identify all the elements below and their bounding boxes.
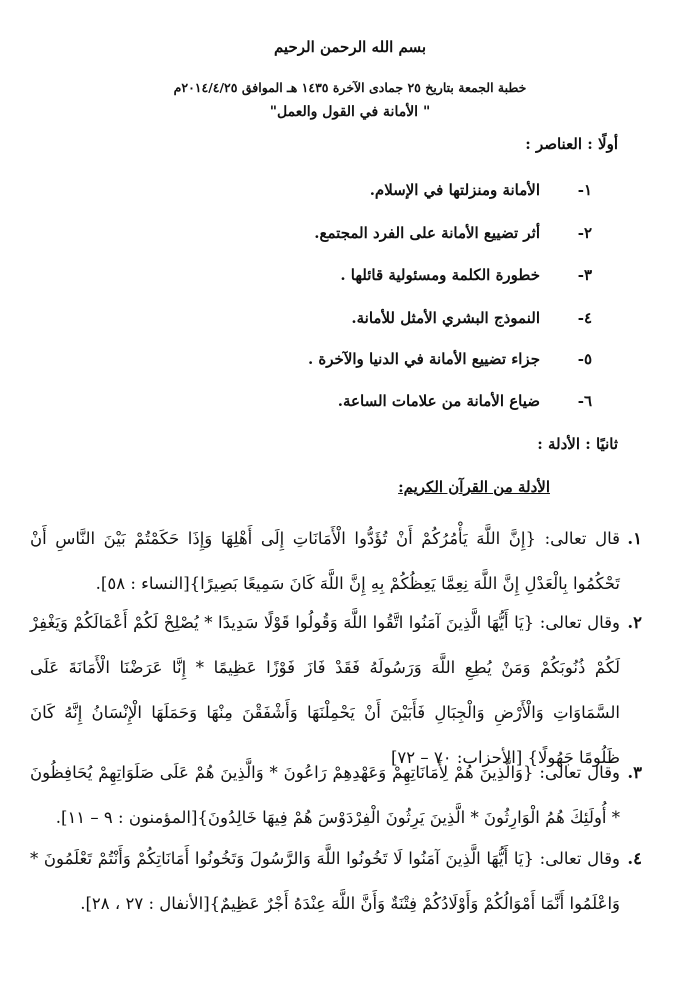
verse-number: ١. [627,529,642,548]
list-item-text: ضياع الأمانة من علامات الساعة. [337,392,540,410]
verse-number: ٣. [627,763,642,782]
list-item-number: ١- [577,181,592,199]
basmala: بسم الله الرحمن الرحيم [273,38,427,56]
verse-text: قال تعالى: {إِنَّ اللَّهَ يَأْمُرُكُمْ أَنْ تُؤَدُّوا الْأَمَانَاتِ إِلَى أَهْلِهَا وَإِذَا حَكَمْتُمْ بَيْنَ النَّاسِ أَنْ تَحْكُمُوا بِالْعَدْلِ إِنَّ اللَّهَ نِعِمَّا يَعِظُكُمْ بِهِ إِنَّ اللَّهَ كَانَ سَمِيعًا بَصِيرًا}[النساء : ٥٨]. [30,529,620,593]
list-item-text: النموذج البشري الأمثل للأمانة. [351,309,540,327]
list-item-number: ٢- [577,224,592,242]
list-item-text: خطورة الكلمة ومسئولية قائلها . [340,266,540,284]
list-item [307,350,592,368]
list-item [337,392,592,410]
list-item-number: ٥- [577,350,592,368]
list-item-text: جزاء تضييع الأمانة في الدنيا والآخرة . [307,350,540,368]
section-evidence-heading: ثانيًا : الأدلة : [537,435,618,453]
verse-paragraph [30,516,642,606]
verse-number: ٤. [627,849,642,868]
verse-text: وقال تعالى: {وَالَّذِينَ هُمْ لِأَمَانَاتِهِمْ وَعَهْدِهِمْ رَاعُونَ * وَالَّذِينَ هُمْ عَلَى صَلَوَاتِهِمْ يُحَافِظُونَ * أُولَئِكَ هُمُ الْوَارِثُونَ * الَّذِينَ يَرِثُونَ الْفِرْدَوْسَ هُمْ فِيهَا خَالِدُونَ}[المؤمنون : ٩ – ١١]. [30,763,620,827]
list-item-number: ٤- [577,309,592,327]
list-item [351,309,592,327]
list-item [369,181,592,199]
list-item [314,224,592,242]
khutba-date-line: خطبة الجمعة بتاريخ ٢٥ جمادى الآخرة ١٤٣٥ هـ الموافق ٢٠١٤/٤/٢٥م [173,80,527,95]
verse-text: وقال تعالى: {يَا أَيُّهَا الَّذِينَ آمَنُوا لَا تَخُونُوا اللَّهَ وَالرَّسُولَ وَتَخُونُوا أَمَانَاتِكُمْ وَأَنْتُمْ تَعْلَمُونَ * وَاعْلَمُوا أَنَّمَا أَمْوَالُكُمْ وَأَوْلَادُكُمْ فِتْنَةٌ وَأَنَّ اللَّهَ عِنْدَهُ أَجْرٌ عَظِيمٌ}[الأنفال : ٢٧ ، ٢٨]. [30,849,620,913]
list-item [340,266,592,284]
verse-paragraph [30,836,642,926]
quran-evidence-subheading: الأدلة من القرآن الكريم: [398,478,550,496]
list-item-number: ٣- [577,266,592,284]
list-item-number: ٦- [577,392,592,410]
list-item-text: أثر تضييع الأمانة على الفرد المجتمع. [314,224,540,242]
khutba-title: " الأمانة في القول والعمل" [269,104,431,120]
verse-text: وقال تعالى: {يَا أَيُّهَا الَّذِينَ آمَنُوا اتَّقُوا اللَّهَ وَقُولُوا قَوْلًا سَدِيدًا * يُصْلِحْ لَكُمْ أَعْمَالَكُمْ وَيَغْفِرْ لَكُمْ ذُنُوبَكُمْ وَمَنْ يُطِعِ اللَّهَ وَرَسُولَهُ فَقَدْ فَازَ فَوْزًا عَظِيمًا * إِنَّا عَرَضْنَا الْأَمَانَةَ عَلَى السَّمَاوَاتِ وَالْأَرْضِ وَالْجِبَالِ فَأَبَيْنَ أَنْ يَحْمِلْنَهَا وَأَشْفَقْنَ مِنْهَا وَحَمَلَهَا الْإِنْسَانُ إِنَّهُ كَانَ ظَلُومًا جَهُولًا} [الأحزاب: ٧٠ – ٧٢] [30,613,620,767]
list-item-text: الأمانة ومنزلتها في الإسلام. [369,181,540,199]
section-elements-heading: أولًا : العناصر : [525,135,618,153]
verse-number: ٢. [627,613,642,632]
verse-paragraph [30,750,642,840]
